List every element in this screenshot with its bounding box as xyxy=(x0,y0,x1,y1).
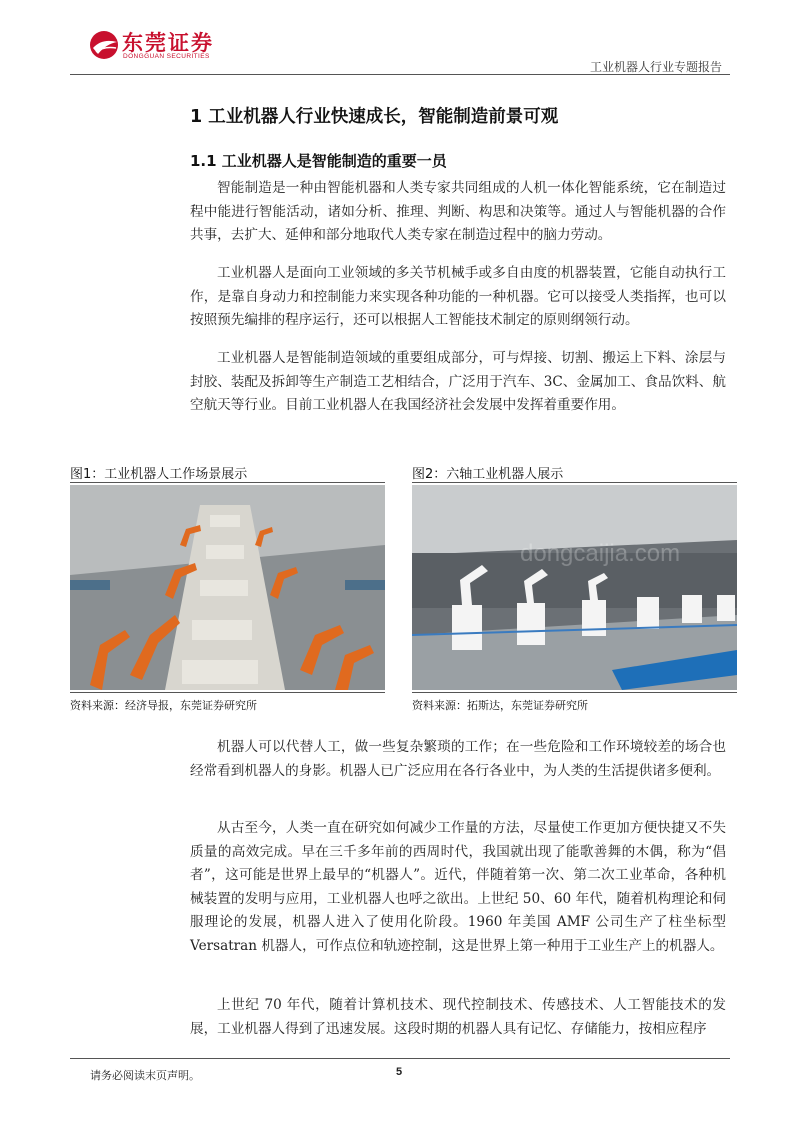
section-heading-1: 1 工业机器人行业快速成长，智能制造前景可观 xyxy=(190,107,559,127)
figure-2-bottom-rule xyxy=(412,692,737,693)
report-title: 工业机器人行业专题报告 xyxy=(589,60,722,74)
footer-disclaimer: 请务必阅读末页声明。 xyxy=(90,1069,200,1082)
figure-1-bottom-rule xyxy=(70,692,385,693)
header-divider xyxy=(70,74,730,75)
figure-1-source: 资料来源：经济导报，东莞证券研究所 xyxy=(70,699,257,712)
figure-2-six-axis-robots-image xyxy=(412,485,737,690)
paragraph: 工业机器人是面向工业领域的多关节机械手或多自由度的机器装置，它能自动执行工作，是靠自身动力和控制能力来实现各种功能的一种机器。它可以接受人类指挥，也可以按照预先编排的程序运行，还可以根据人工智能技术制定的原则纲领行动。 xyxy=(190,265,726,329)
figure-2-title: 图2：六轴工业机器人展示 xyxy=(412,467,564,482)
figure-1-factory-robots-image xyxy=(70,485,385,690)
section-heading-1-1: 1.1 工业机器人是智能制造的重要一员 xyxy=(190,152,447,170)
figure-1-title: 图1：工业机器人工作场景展示 xyxy=(70,467,248,482)
figure-2-top-rule xyxy=(412,482,737,483)
brand-name-en: DONGGUAN SECURITIES xyxy=(123,53,210,60)
paragraph: 智能制造是一种由智能机器和人类专家共同组成的人机一体化智能系统，它在制造过程中能进行智能活动，诸如分析、推理、判断、构思和决策等。通过人与智能机器的合作共事，去扩大、延伸和部分地取代人类专家在制造过程中的脑力劳动。 xyxy=(190,180,726,244)
paragraph: 机器人可以代替人工，做一些复杂繁琐的工作；在一些危险和工作环境较差的场合也经常看到机器人的身影。机器人已广泛应用在各行各业中，为人类的生活提供诸多便利。 xyxy=(190,739,726,779)
paragraph: 上世纪 70 年代，随着计算机技术、现代控制技术、传感技术、人工智能技术的发展，工业机器人得到了迅速发展。这段时期的机器人具有记忆、存储能力，按相应程序 xyxy=(190,997,726,1037)
brand-name-cn: 东莞证券 xyxy=(122,31,214,55)
figure-2-source: 资料来源：拓斯达，东莞证券研究所 xyxy=(412,699,588,712)
figure-1-top-rule xyxy=(70,482,385,483)
paragraph: 工业机器人是智能制造领域的重要组成部分，可与焊接、切割、搬运上下料、涂层与封胶、装配及拆卸等生产制造工艺相结合，广泛用于汽车、3C、金属加工、食品饮料、航空航天等行业。目前工业机器人在我国经济社会发展中发挥着重要作用。 xyxy=(190,350,726,414)
watermark: dongcaijia.com xyxy=(520,540,681,567)
paragraph: 从古至今，人类一直在研究如何减少工作量的方法，尽量使工作更加方便快捷又不失质量的高效完成。早在三千多年前的西周时代，我国就出现了能歌善舞的木偶，称为“倡者”，这可能是世界上最早的“机器人”。近代，伴随着第一次、第二次工业革命，各种机械装置的发明与应用，工业机器人也呼之欲出。上世纪 50、60 年代，随着机构理论和伺服理论的发展，机器人进入了使用化阶段。1960 年美国 AMF 公司生产了柱坐标型 Versatran 机器人，可作点位和轨迹控制，这是世界上第一种用于工业生产上的机器人。 xyxy=(190,820,726,954)
footer-divider xyxy=(70,1058,730,1059)
page-number: 5 xyxy=(396,1066,403,1078)
